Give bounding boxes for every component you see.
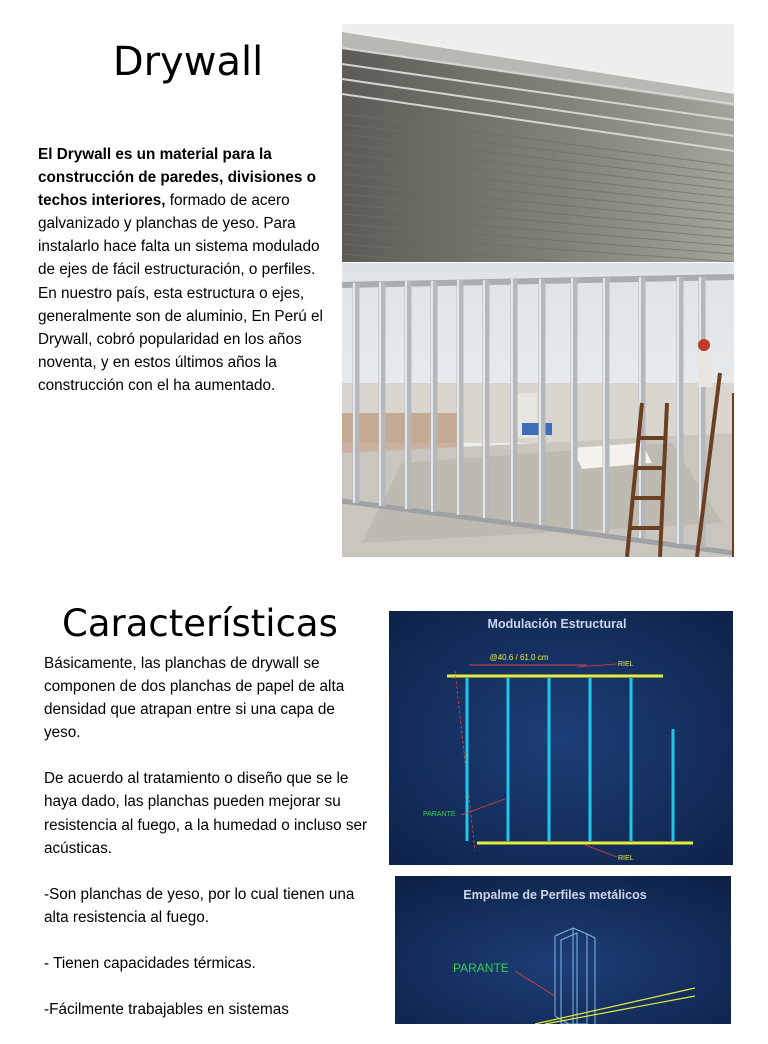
parante-label: PARANTE [423, 811, 456, 818]
paragraph-fire-resistance: -Son planchas de yeso, por lo cual tienen una alta resistencia al fuego. [44, 885, 355, 926]
metal-frame-photo [342, 263, 734, 557]
characteristics-body [44, 652, 374, 1044]
spacing-label: @40.6 / 61.0 cm [489, 653, 549, 662]
paragraph-treatment: De acuerdo al tratamiento o diseño que se le haya dado, las planchas pueden mejorar su resistencia al fuego, a la humedad o incluso ser acústicas. [44, 770, 368, 857]
page-title: Drywall [112, 39, 264, 85]
parante-label-2: PARANTE [453, 961, 509, 975]
diagram2-title: Empalme de Perfiles metálicos [463, 888, 647, 902]
riel-top-label: RIEL [618, 661, 634, 668]
paragraph-workable: -Fácilmente trabajables en sistemas [44, 1001, 289, 1019]
intro-bold-text: El Drywall es un material para la construcción de paredes, divisiones o techos interiores, [38, 146, 316, 210]
section-title: Características [62, 602, 338, 645]
profile-splice-diagram [395, 876, 731, 1024]
diagram1-title: Modulación Estructural [487, 617, 627, 631]
riel-bottom-label: RIEL [618, 855, 634, 862]
drywall-boards-photo [342, 24, 734, 262]
intro-body-text: formado de acero galvanizado y planchas de yeso. Para instalarlo hace falta un sistema modulado de ejes de fácil estructuración, o perfiles. En nuestro país, esta estructura o ejes, generalmente son de aluminio, En Perú el Drywall, cobró popularidad en los años noventa, y en estos últimos años la construcción con el ha aumentado. [38, 192, 323, 394]
intro-paragraph [38, 143, 328, 397]
structural-modulation-diagram [389, 611, 733, 865]
paragraph-composition: Básicamente, las planchas de drywall se componen de dos planchas de papel de alta densidad que atrapan entre si una capa de yeso. [44, 655, 345, 742]
paragraph-thermal: - Tienen capacidades térmicas. [44, 954, 256, 972]
